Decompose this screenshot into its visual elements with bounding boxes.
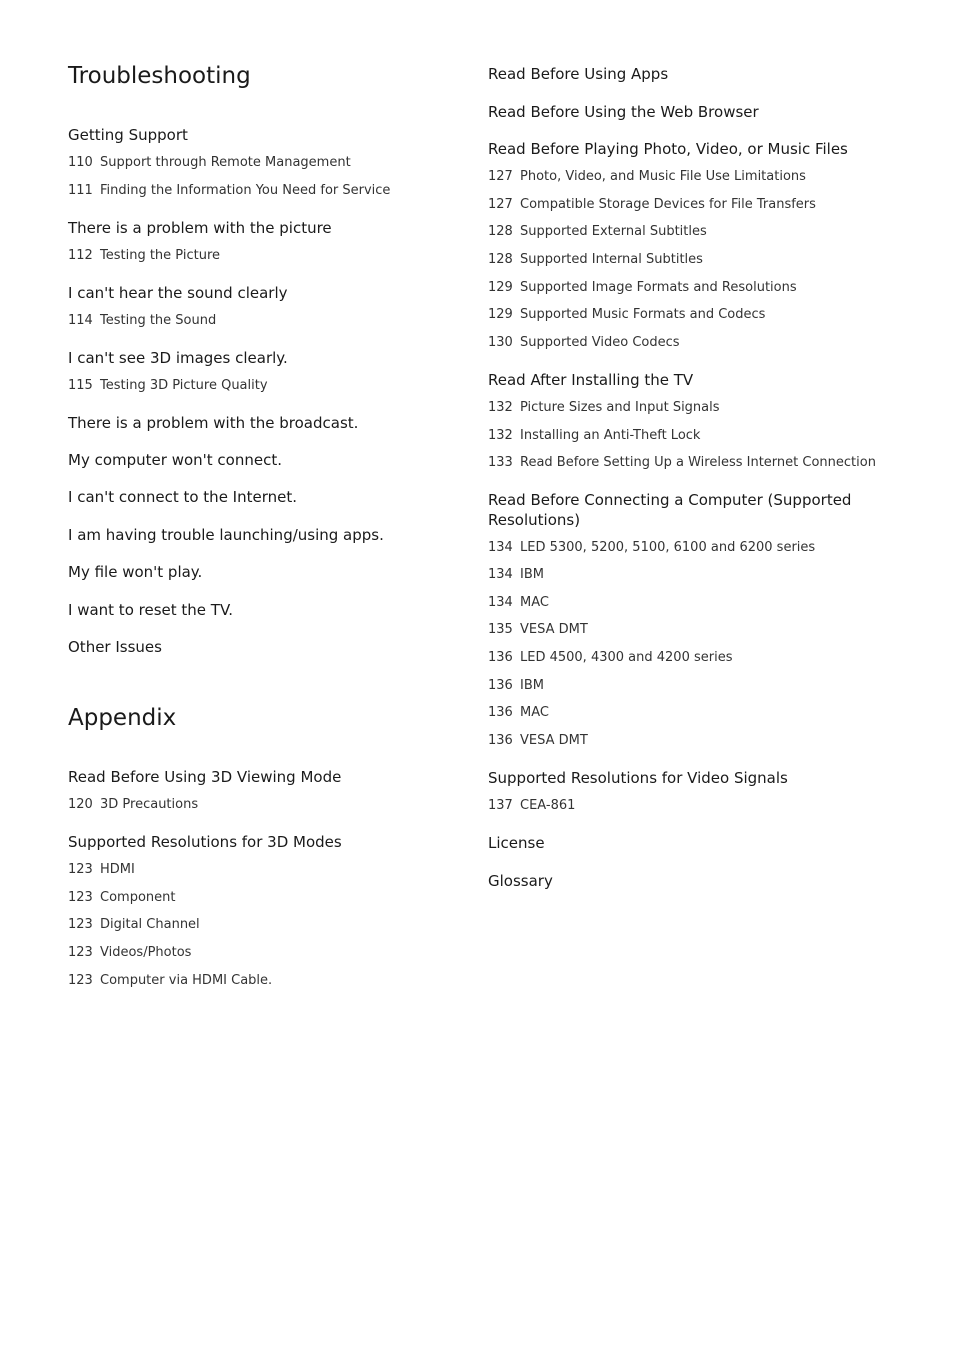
toc-entry-text: IBM [520, 678, 544, 693]
toc-group-title[interactable]: Read Before Connecting a Computer (Supported Resolutions) [488, 491, 852, 529]
toc-entry-page: 132 [488, 400, 513, 415]
section-title-appendix: Appendix [68, 705, 177, 731]
toc-entry-page: 123 [68, 862, 93, 877]
toc-group-title[interactable]: Read After Installing the TV [488, 371, 694, 389]
toc-entry[interactable] [488, 169, 806, 185]
toc-group-title[interactable]: I can't see 3D images clearly. [68, 349, 288, 367]
toc-group-title[interactable]: Glossary [488, 872, 553, 890]
toc-entry-page: 129 [488, 307, 513, 322]
toc-entry[interactable] [68, 797, 198, 813]
toc-entry-page: 136 [488, 733, 513, 748]
toc-entry-text: MAC [520, 705, 549, 720]
toc-group-title[interactable]: There is a problem with the broadcast. [68, 414, 359, 432]
toc-entry-text: Supported Music Formats and Codecs [520, 307, 766, 322]
toc-entry-text: Photo, Video, and Music File Use Limitations [520, 169, 806, 184]
toc-entry-text: Supported Video Codecs [520, 335, 680, 350]
toc-group-title[interactable]: Getting Support [68, 126, 188, 144]
toc-entry-page: 123 [68, 973, 93, 988]
toc-entry-page: 123 [68, 945, 93, 960]
toc-entry-page: 111 [68, 183, 93, 198]
toc-entry-page: 115 [68, 378, 93, 393]
toc-group-title[interactable]: License [488, 834, 545, 852]
toc-group-title[interactable]: I am having trouble launching/using apps. [68, 526, 384, 544]
toc-entry-page: 132 [488, 428, 513, 443]
toc-group-title[interactable]: Read Before Using the Web Browser [488, 103, 759, 121]
toc-entry-text: VESA DMT [520, 733, 588, 748]
toc-entry-text: Installing an Anti-Theft Lock [520, 428, 701, 443]
toc-entry[interactable] [488, 540, 815, 556]
toc-entry-page: 137 [488, 798, 513, 813]
toc-entry-page: 136 [488, 678, 513, 693]
toc-entry[interactable] [488, 622, 588, 638]
toc-entry[interactable] [488, 678, 544, 694]
toc-entry-page: 128 [488, 224, 513, 239]
toc-entry-page: 134 [488, 540, 513, 555]
toc-entry-text: Supported Internal Subtitles [520, 252, 703, 267]
toc-entry-page: 136 [488, 650, 513, 665]
toc-group-title[interactable]: Other Issues [68, 638, 162, 656]
toc-group-title[interactable]: I can't connect to the Internet. [68, 488, 298, 506]
toc-entry[interactable] [488, 650, 732, 666]
toc-entry-text: Computer via HDMI Cable. [100, 973, 273, 988]
toc-entry[interactable] [488, 798, 575, 814]
toc-entry[interactable] [68, 862, 135, 878]
toc-entry-page: 128 [488, 252, 513, 267]
section-title-troubleshooting: Troubleshooting [68, 63, 251, 89]
toc-entry[interactable] [488, 455, 876, 471]
toc-entry-page: 136 [488, 705, 513, 720]
toc-entry-page: 127 [488, 169, 513, 184]
toc-group-title[interactable]: There is a problem with the picture [68, 219, 332, 237]
toc-entry-page: 110 [68, 155, 93, 170]
toc-entry-text: IBM [520, 567, 544, 582]
toc-entry-text: Supported External Subtitles [520, 224, 707, 239]
toc-entry[interactable] [488, 595, 549, 611]
toc-entry-page: 123 [68, 917, 93, 932]
toc-entry-page: 129 [488, 280, 513, 295]
toc-entry[interactable] [488, 224, 707, 240]
toc-entry-text: Testing the Sound [100, 313, 217, 328]
toc-entry-text: HDMI [100, 862, 135, 877]
toc-entry[interactable] [68, 378, 268, 394]
toc-entry[interactable] [68, 313, 216, 329]
toc-entry[interactable] [68, 248, 220, 264]
toc-entry[interactable] [68, 917, 200, 933]
toc-entry[interactable] [68, 945, 191, 961]
toc-entry[interactable] [488, 197, 816, 213]
toc-entry[interactable] [488, 400, 720, 416]
toc-entry-page: 133 [488, 455, 513, 470]
toc-group-title[interactable]: My file won't play. [68, 563, 203, 581]
toc-group-title[interactable]: I want to reset the TV. [68, 601, 234, 619]
toc-entry[interactable] [488, 252, 703, 268]
toc-entry-text: Support through Remote Management [100, 155, 351, 170]
toc-entry-text: MAC [520, 595, 549, 610]
toc-entry-page: 130 [488, 335, 513, 350]
toc-entry-text: VESA DMT [520, 622, 588, 637]
toc-entry-text: Finding the Information You Need for Service [100, 183, 391, 198]
toc-group-title[interactable]: Read Before Playing Photo, Video, or Music Files [488, 140, 848, 158]
toc-group-title[interactable]: Read Before Using Apps [488, 65, 669, 83]
toc-entry-text: Picture Sizes and Input Signals [520, 400, 720, 415]
toc-entry[interactable] [68, 155, 351, 171]
toc-entry-text: Videos/Photos [100, 945, 192, 960]
toc-entry[interactable] [488, 428, 700, 444]
toc-entry-page: 134 [488, 595, 513, 610]
toc-entry[interactable] [488, 307, 765, 323]
toc-entry-text: Supported Image Formats and Resolutions [520, 280, 797, 295]
toc-entry[interactable] [68, 973, 272, 989]
toc-group-title[interactable]: I can't hear the sound clearly [68, 284, 288, 302]
toc-entry-page: 112 [68, 248, 93, 263]
toc-entry-text: Digital Channel [100, 917, 200, 932]
toc-entry[interactable] [488, 733, 588, 749]
toc-entry-text: LED 4500, 4300 and 4200 series [520, 650, 733, 665]
toc-entry-page: 123 [68, 890, 93, 905]
toc-entry-text: LED 5300, 5200, 5100, 6100 and 6200 series [520, 540, 816, 555]
toc-entry-text: CEA-861 [520, 798, 576, 813]
toc-entry-text: Component [100, 890, 176, 905]
toc-group-title[interactable]: Supported Resolutions for 3D Modes [68, 833, 342, 851]
toc-entry-text: Read Before Setting Up a Wireless Internet Connection [520, 455, 876, 470]
toc-entry[interactable] [68, 890, 175, 906]
toc-group-title[interactable]: Read Before Using 3D Viewing Mode [68, 768, 342, 786]
toc-entry[interactable] [488, 705, 549, 721]
toc-entry-page: 120 [68, 797, 93, 812]
toc-entry-page: 134 [488, 567, 513, 582]
toc-group-title[interactable]: My computer won't connect. [68, 451, 282, 469]
toc-entry-text: Testing 3D Picture Quality [100, 378, 268, 393]
toc-entry-page: 127 [488, 197, 513, 212]
toc-entry-text: Compatible Storage Devices for File Transfers [520, 197, 816, 212]
toc-entry-text: 3D Precautions [100, 797, 199, 812]
toc-entry[interactable] [488, 335, 680, 351]
toc-group-title[interactable]: Supported Resolutions for Video Signals [488, 769, 788, 787]
toc-entry[interactable] [488, 567, 544, 583]
toc-entry[interactable] [68, 183, 390, 199]
toc-entry-text: Testing the Picture [100, 248, 221, 263]
toc-entry-page: 135 [488, 622, 513, 637]
toc-entry-page: 114 [68, 313, 93, 328]
toc-entry[interactable] [488, 280, 797, 296]
